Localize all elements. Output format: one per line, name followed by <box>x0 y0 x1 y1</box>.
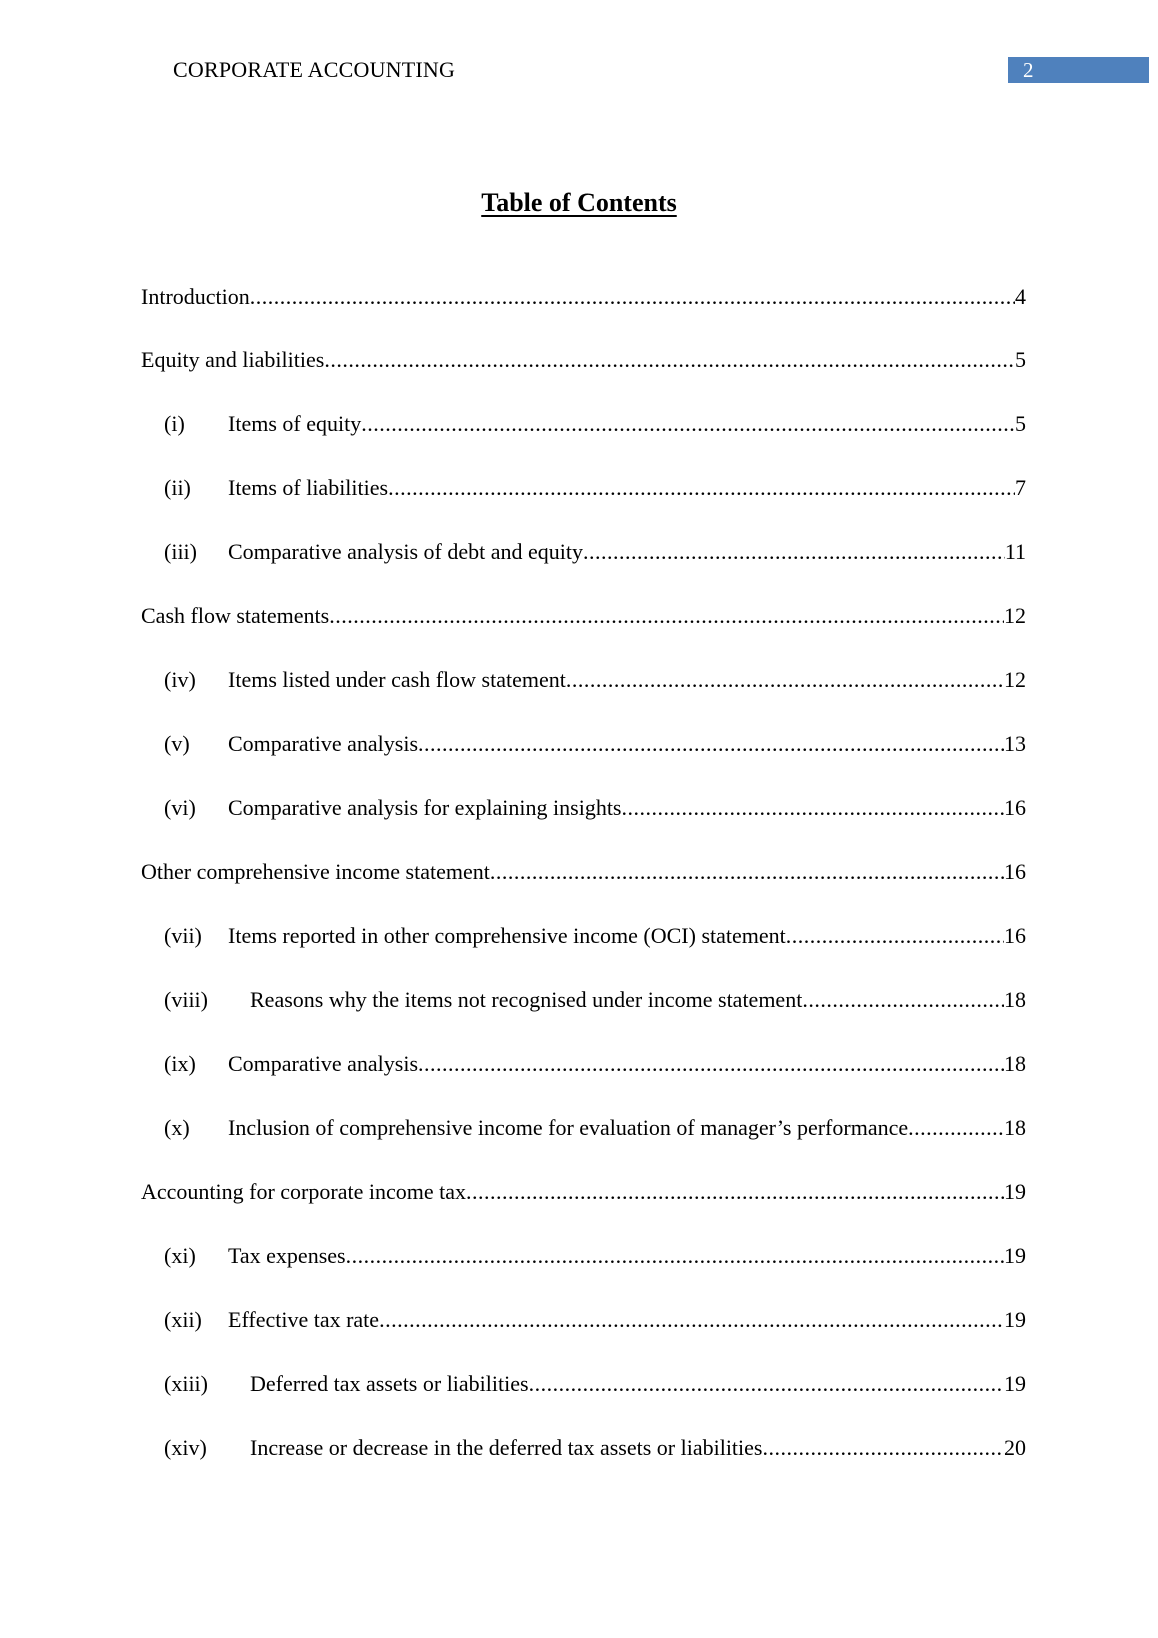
toc-entry-label: Comparative analysis for explaining insights <box>228 795 622 820</box>
toc-entry-comparative-analysis-insights[interactable] <box>164 793 1026 823</box>
toc-dot-leader <box>490 857 1004 887</box>
toc-entry-number: (iii) <box>164 539 197 564</box>
toc-dot-leader <box>379 1305 1004 1335</box>
toc-entry-page: 18 <box>1004 1115 1026 1140</box>
toc-entry-label: Introduction <box>141 284 250 309</box>
toc-dot-leader <box>908 1113 1004 1143</box>
toc-entry-label: Items of equity <box>228 411 362 436</box>
toc-dot-leader <box>324 345 1015 375</box>
toc-entry-number: (xii) <box>164 1307 202 1332</box>
toc-heading-text: Table of Contents <box>481 188 677 217</box>
toc-entry-effective-tax-rate[interactable] <box>164 1305 1026 1335</box>
toc-entry-introduction[interactable] <box>141 282 1026 312</box>
toc-dot-leader <box>466 1177 1004 1207</box>
toc-entry-page: 18 <box>1004 987 1026 1012</box>
page-number: 2 <box>1023 58 1034 82</box>
toc-dot-leader <box>529 1369 1004 1399</box>
toc-entry-label: Accounting for corporate income tax <box>141 1179 466 1204</box>
toc-entry-page: 19 <box>1004 1307 1026 1332</box>
toc-entry-comparative-analysis-oci[interactable] <box>164 1049 1026 1079</box>
toc-entry-increase-decrease-deferred-tax[interactable] <box>164 1433 1026 1463</box>
toc-entry-reasons-not-recognised[interactable] <box>164 985 1026 1015</box>
toc-entry-number: (viii) <box>164 987 208 1012</box>
toc-entry-label: Items listed under cash flow statement <box>228 667 566 692</box>
toc-entry-items-of-liabilities[interactable] <box>164 473 1026 503</box>
toc-entry-page: 16 <box>1004 859 1026 884</box>
toc-dot-leader <box>361 409 1015 439</box>
toc-entry-page: 5 <box>1015 411 1026 436</box>
toc-entry-number: (v) <box>164 731 190 756</box>
toc-dot-leader <box>329 601 1004 631</box>
toc-entry-items-cash-flow-statement[interactable] <box>164 665 1026 695</box>
toc-entry-items-of-equity[interactable] <box>164 409 1026 439</box>
toc-dot-leader <box>786 921 1004 951</box>
toc-entry-number: (xiv) <box>164 1435 207 1460</box>
toc-entry-number: (ii) <box>164 475 191 500</box>
toc-dot-leader <box>583 537 1005 567</box>
toc-entry-page: 11 <box>1004 539 1026 564</box>
toc-entry-label: Comparative analysis <box>228 731 419 756</box>
toc-dot-leader <box>346 1241 1004 1271</box>
toc-dot-leader <box>566 665 1004 695</box>
toc-entry-label: Equity and liabilities <box>141 347 325 372</box>
toc-entry-page: 4 <box>1015 284 1026 309</box>
toc-entry-number: (xiii) <box>164 1371 208 1396</box>
toc-entry-oci-statement[interactable] <box>141 857 1026 887</box>
toc-dot-leader <box>388 473 1015 503</box>
toc-entry-corporate-income-tax[interactable] <box>141 1177 1026 1207</box>
toc-entry-label: Items reported in other comprehensive income (OCI) statement <box>228 923 786 948</box>
toc-dot-leader <box>250 282 1015 312</box>
toc-entry-tax-expenses[interactable] <box>164 1241 1026 1271</box>
toc-entry-page: 12 <box>1004 667 1026 692</box>
toc-dot-leader <box>762 1433 1004 1463</box>
toc-entry-page: 19 <box>1004 1179 1026 1204</box>
toc-entry-page: 18 <box>1004 1051 1026 1076</box>
toc-entry-number: (vii) <box>164 923 202 948</box>
toc-entry-page: 16 <box>1004 923 1026 948</box>
toc-entry-cash-flow-statements[interactable] <box>141 601 1026 631</box>
toc-entry-label: Comparative analysis <box>228 1051 419 1076</box>
toc-dot-leader <box>418 1049 1004 1079</box>
running-header-title: CORPORATE ACCOUNTING <box>173 57 456 82</box>
toc-dot-leader <box>418 729 1004 759</box>
toc-entry-number: (iv) <box>164 667 196 692</box>
toc-entry-label: Items of liabilities <box>228 475 389 500</box>
toc-entry-deferred-tax[interactable] <box>164 1369 1026 1399</box>
toc-entry-number: (ix) <box>164 1051 196 1076</box>
toc-entry-label: Inclusion of comprehensive income for evaluation of manager’s performance <box>228 1115 909 1140</box>
toc-dot-leader <box>622 793 1005 823</box>
toc-dot-leader <box>802 985 1004 1015</box>
toc-entry-number: (i) <box>164 411 185 436</box>
toc-entry-number: (vi) <box>164 795 196 820</box>
toc-entry-equity-and-liabilities[interactable] <box>141 345 1026 375</box>
toc-entry-page: 12 <box>1004 603 1026 628</box>
toc-entry-comparative-analysis-debt-equity[interactable] <box>164 537 1026 567</box>
toc-entry-page: 19 <box>1004 1243 1026 1268</box>
toc-entry-page: 20 <box>1004 1435 1026 1460</box>
toc-entry-label: Comparative analysis of debt and equity <box>228 539 583 564</box>
toc-entry-label: Effective tax rate <box>228 1307 380 1332</box>
toc-entry-items-reported-oci[interactable] <box>164 921 1026 951</box>
toc-entry-label: Tax expenses <box>228 1243 346 1268</box>
toc-entry-label: Cash flow statements <box>141 603 330 628</box>
toc-entry-page: 13 <box>1004 731 1026 756</box>
toc-entry-inclusion-comprehensive-income[interactable] <box>164 1113 1026 1143</box>
toc-entry-number: (x) <box>164 1115 190 1140</box>
toc-entry-label: Deferred tax assets or liabilities <box>250 1371 529 1396</box>
toc-entry-page: 19 <box>1004 1371 1026 1396</box>
toc-entry-comparative-analysis[interactable] <box>164 729 1026 759</box>
toc-entry-page: 7 <box>1015 475 1026 500</box>
toc-entry-label: Increase or decrease in the deferred tax assets or liabilities <box>250 1435 763 1460</box>
toc-entry-label: Reasons why the items not recognised under income statement <box>250 987 803 1012</box>
toc-entry-page: 16 <box>1004 795 1026 820</box>
toc-entry-label: Other comprehensive income statement <box>141 859 490 884</box>
toc-entry-page: 5 <box>1015 347 1026 372</box>
toc-entry-number: (xi) <box>164 1243 196 1268</box>
